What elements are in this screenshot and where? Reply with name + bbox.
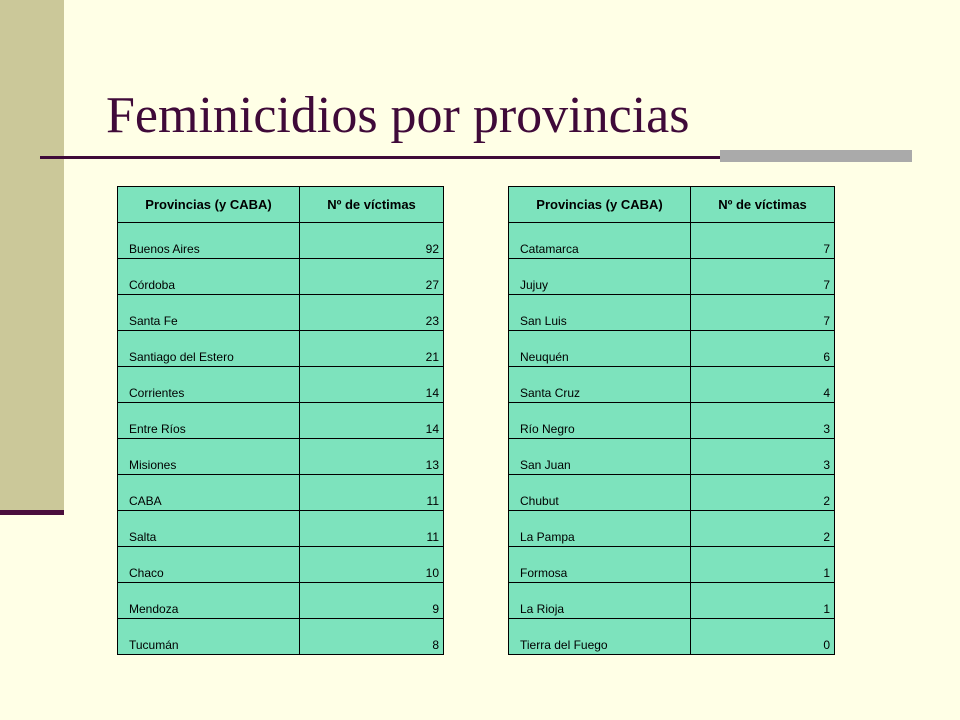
victims-cell: 6 (691, 331, 835, 367)
province-cell: Tucumán (118, 619, 300, 655)
victims-cell: 7 (691, 259, 835, 295)
victims-cell: 1 (691, 583, 835, 619)
province-cell: Jujuy (509, 259, 691, 295)
province-cell: Entre Ríos (118, 403, 300, 439)
table-row (118, 583, 444, 619)
victims-cell: 27 (300, 259, 444, 295)
table-row (118, 619, 444, 655)
victims-cell: 92 (300, 223, 444, 259)
province-cell: Neuquén (509, 331, 691, 367)
column-header-province: Provincias (y CABA) (509, 187, 691, 223)
side-decoration-bar (0, 0, 64, 512)
province-cell: La Pampa (509, 511, 691, 547)
victims-cell: 13 (300, 439, 444, 475)
province-cell: Santa Fe (118, 295, 300, 331)
table-row (509, 583, 835, 619)
table-header-row (118, 187, 444, 223)
table-row (509, 331, 835, 367)
province-cell: Chubut (509, 475, 691, 511)
victims-cell: 7 (691, 223, 835, 259)
province-cell: Formosa (509, 547, 691, 583)
table-body (509, 223, 835, 655)
table-row (118, 511, 444, 547)
province-cell: Buenos Aires (118, 223, 300, 259)
victims-cell: 8 (300, 619, 444, 655)
table-row (118, 547, 444, 583)
table-header-row (509, 187, 835, 223)
province-cell: Salta (118, 511, 300, 547)
victims-cell: 23 (300, 295, 444, 331)
column-header-province: Provincias (y CABA) (118, 187, 300, 223)
victims-cell: 14 (300, 367, 444, 403)
victims-cell: 4 (691, 367, 835, 403)
provinces-table-left (117, 186, 444, 655)
column-header-victims: Nº de víctimas (691, 187, 835, 223)
province-cell: Chaco (118, 547, 300, 583)
province-cell: San Juan (509, 439, 691, 475)
province-cell: San Luis (509, 295, 691, 331)
victims-cell: 11 (300, 475, 444, 511)
victims-cell: 11 (300, 511, 444, 547)
province-cell: Catamarca (509, 223, 691, 259)
table-row (118, 331, 444, 367)
table-row (509, 619, 835, 655)
table-row (509, 439, 835, 475)
table-row (118, 295, 444, 331)
victims-cell: 7 (691, 295, 835, 331)
table-row (509, 475, 835, 511)
slide-title: Feminicidios por provincias (106, 87, 690, 144)
table-row (118, 223, 444, 259)
victims-cell: 10 (300, 547, 444, 583)
column-header-victims: Nº de víctimas (300, 187, 444, 223)
province-cell: Córdoba (118, 259, 300, 295)
victims-cell: 0 (691, 619, 835, 655)
table-body (118, 223, 444, 655)
province-cell: Río Negro (509, 403, 691, 439)
side-decoration-line (0, 510, 64, 515)
province-cell: Santiago del Estero (118, 331, 300, 367)
province-cell: Misiones (118, 439, 300, 475)
table-row (509, 403, 835, 439)
table-row (509, 259, 835, 295)
victims-cell: 3 (691, 439, 835, 475)
table-row (509, 295, 835, 331)
table-row (509, 511, 835, 547)
victims-cell: 14 (300, 403, 444, 439)
victims-cell: 9 (300, 583, 444, 619)
table-row (118, 403, 444, 439)
victims-cell: 2 (691, 475, 835, 511)
province-cell: Corrientes (118, 367, 300, 403)
province-cell: Mendoza (118, 583, 300, 619)
provinces-table-right (508, 186, 835, 655)
table-row (118, 439, 444, 475)
table-row (118, 367, 444, 403)
table-row (509, 367, 835, 403)
table-row (509, 223, 835, 259)
table-row (118, 475, 444, 511)
victims-cell: 1 (691, 547, 835, 583)
victims-cell: 3 (691, 403, 835, 439)
title-accent-bar (720, 150, 912, 162)
province-cell: CABA (118, 475, 300, 511)
table-row (509, 547, 835, 583)
province-cell: Tierra del Fuego (509, 619, 691, 655)
table-row (118, 259, 444, 295)
province-cell: La Rioja (509, 583, 691, 619)
victims-cell: 21 (300, 331, 444, 367)
province-cell: Santa Cruz (509, 367, 691, 403)
victims-cell: 2 (691, 511, 835, 547)
